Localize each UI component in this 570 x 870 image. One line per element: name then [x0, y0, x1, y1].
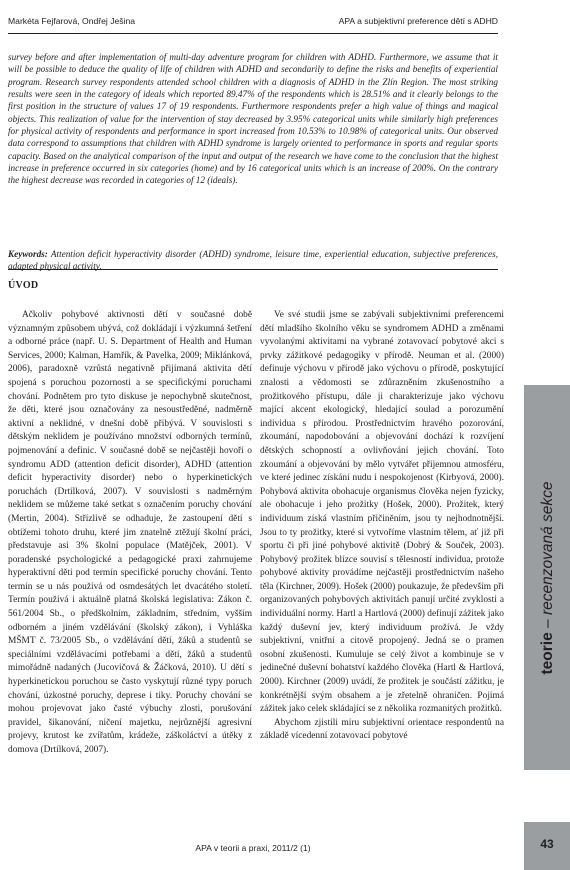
header-divider — [8, 33, 498, 34]
running-head — [8, 16, 498, 30]
side-tab-dash: – — [539, 615, 556, 633]
header-authors: Markéta Fejfarová, Ondřej Ješina — [8, 16, 136, 26]
left-column — [8, 309, 252, 758]
abstract-text: survey before and after implementation of multi-day adventure program for children with ADHD. Furthermore, we assume that it will be possible to deduce the quality of life of children with ADHD and secondarily to define the risks and benefits of experiential program. Research survey respondents attended school children with a diagnosis of ADHD in the Zlín Region. The most striking results were seen in the category of ideals which reported 89.47% of the respondents which is 28.51% and it clearly belongs to the first position in the structure of values 17 of 19 respondents. Furthermore respondents prefer a high value of things and magical objects. This realization of value for the intervention of stay decreased by 3.95% categorical units while similarly high preferences for physical activity of respondents and performance in sport increased from 10.53% to 10.98% of categorical units. Our observed data correspond to assumptions that children with ADHD syndrome is largely oriented to performance in sports and regular sports capacity. Based on the analytical comparison of the input and output of the research we have come to the conclusion that the highest increase in preference occurred in six categories (home) and by 16 categorical units which is an increase of 200%. On the contrary the highest decrease was recorded in categories of 12 (ideals). — [8, 52, 498, 186]
paragraph: Ačkoliv pohybové aktivnosti dětí v současné době významným způsobem ubývá, což dokládají i výzkumná šetření a odborné práce (např. U. S. Department of Health and Human Services, 2000; Kalman, Hamřík, & Pavelka, 2009; Miklánková, 2006), paradoxně vzrůstá negativně přijímaná aktivita dětí spojená s poruchou pozornosti a se specifickými poruchami chování. Podnětem pro tyto diskuse je nepochybně skutečnost, že děti, které jsou označovány za nesoustředěné, nadměrně aktivní a neklidné, v dnešní době přibývá. V souvislosti s dětským neklidem je používáno množství odborných termínů, pojmenování a definic. V současné době se nejčastěji hovoří o syndromu ADD (attention deficit disorder), ADHD (attention deficit hyperactivity disorder) nebo o hyperkinetických poruchách (Drtílková, 2007). V souvislosti s nadměrným neklidem se můžeme také setkat s označením poruchy chování (Mertin, 2004). Střízlivě se odhaduje, že zastoupení dětí s obtížemi tohoto druhu, které jim znatelně ztěžují školní práci, představuje asi 3% školní populace (Matějček, 2001). V poradenské psychologické a pedagogické praxi zahrnujeme hyperaktivní děti pod termín specifické poruchy chování. Tento termín se u nás používá od osmdesátých let dvacátého století. Termín používá i aktuálně platná školská legislativa: Zákon č. 561/2004 Sb., o předškolním, základním, středním, vyšším odborném a jiném vzdělávání (školský zákon), i Vyhláška MŠMT č. 73/2005 Sb., o vzdělávání dětí, žáků a studentů se speciálními vzdělávacími potřebami a dětí, žáků a studentů mimořádně nadaných (Jucovičová & Žáčková, 2010). U dětí s hyperkinetickou poruchou se často vyskytují různé typy poruch chování, úzkostné poruchy, deprese i tiky. Poruchy chování se mohou projevovat jako časté výbuchy zlosti, porušování pravidel, šikanování, ničení majetku, nejrůznější agresivní projevy, krutost ke zvířatům, krádeže, záškoláctví a útěky z domova (Drtílková, 2007). — [8, 310, 252, 755]
side-tab-word-a: teorie — [539, 632, 556, 675]
footer-journal: APA v teorii a praxi, 2011/2 (1) — [195, 843, 311, 853]
paragraph: Ve své studii jsme se zabývali subjektivními preferencemi dětí mladšího školního věku se syndromem ADHD a změnami vyvolanými aktivitami na vybrané zotavovací pobytové akci s prvky zážitkové pedagogiky v přírodě. Neuman et al. (2000) definuje výchovu v přírodě jako výchovu o přírodě, poskytující znalosti a vědomosti se zdůrazněním zkušenostního a prožitkového přístupu, dále ji charakterizuje jako výchovu mající akcent ekologický, hledající soulad a porozumění individua s přírodou. Prostřednictvím hravého pozorování, zkoumání, napodobování a objevování dochází k rozvíjení dětských schopností a ovlivňování jejich chování. Toto zkoumání a objevování by mělo vytvářet příjemnou atmosféru, ve které jedinec získání nudu i nespokojenost (Kirbyová, 2000). Pohybová aktivita obohacuje organismus člověka nejen fyzicky, ale obohacuje i jeho prožitky (Hošek, 2000). Prožitek, který individuum získá vlastním přičiněním, jsou ty nejhodnotnější. Jsou to ty prožitky, které si vytvoříme vlastním tělem, ať již při sportu či při jiné pohybové aktivitě (Dobrý & Souček, 2003). Pohybový prožitek blízce souvisí s tělesností individua, protože pohybové aktivity provádíme nejčastěji prostřednictvím našeho těla (Kirchner, 2009). Hošek (2000) poukazuje, že především při organizovaných pohybových aktivitách panují určité zvyklosti a individuální normy. Hartl a Hartlová (2000) definují zážitek jako každý duševní jev, který individuum prožívá. Je vždy subjektivní, vnitřní a citově propojený. Jedná se o pramen osobní zkušenosti. Kumuluje se celý život a kombinuje se v jedinečné duševní bohatství každého člověka (Hartl & Hartlová, 2000). Kirchner (2009) uvádí, že prožitek je součástí zážitku, je konkrétnější svým obsahem a je zřetelně ohraničen. Pojímá zážitek jako celek skládající se z několika rozmanitých prožitků. — [260, 310, 504, 715]
side-tab-word-b: recenzovaná sekce — [539, 481, 556, 616]
side-tab-label — [539, 481, 557, 674]
paragraph: Abychom zjistili míru subjektivní orientace respondentů na základě vícedenní zotavovací pobytové — [260, 717, 504, 742]
right-column — [260, 309, 504, 744]
section-divider — [8, 269, 498, 270]
section-heading: ÚVOD — [8, 280, 39, 291]
page-number: 43 — [540, 837, 554, 851]
keywords-text: Attention deficit hyperactivity disorder (ADHD) syndrome, leisure time, experiential education, subjective preferences, adapted physical activity. — [8, 249, 498, 272]
keywords-label: Keywords: — [8, 249, 48, 259]
header-title: APA a subjektivní preference dětí s ADHD — [338, 16, 498, 26]
